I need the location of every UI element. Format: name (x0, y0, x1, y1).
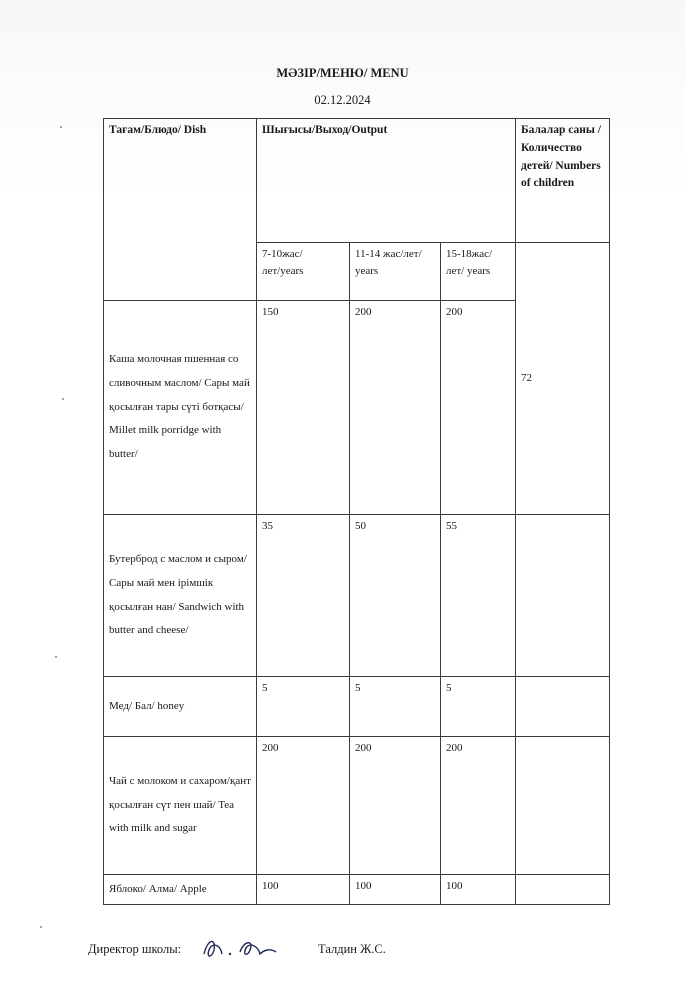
children-count: 72 (516, 243, 610, 515)
table-row (104, 737, 610, 875)
director-name: Талдин Ж.С. (318, 942, 386, 956)
menu-title: МӘЗІР/МЕНЮ/ MENU (276, 66, 409, 80)
header-children: Балалар саны /Количество детей/ Numbers of children (516, 119, 610, 243)
table-row (104, 515, 610, 677)
output-value: 100 (441, 875, 516, 905)
output-value: 200 (441, 301, 516, 515)
age-group-15-18: 15-18жас/лет/ years (441, 243, 516, 301)
signature-line (88, 940, 608, 966)
scan-speck (62, 398, 64, 400)
age-group-11-14: 11-14 жас/лет/ years (350, 243, 441, 301)
header-output: Шығысы/Выход/Output (257, 119, 516, 243)
output-value: 50 (350, 515, 441, 677)
output-value: 55 (441, 515, 516, 677)
dish-name: Яблоко/ Алма/ Apple (104, 875, 257, 905)
scan-speck (40, 926, 42, 928)
output-value: 200 (350, 737, 441, 875)
dish-name: Каша молочная пшенная со сливочным маслом/ Сары май қосылған тары сүті ботқасы/ Millet milk porridge with butter/ (104, 301, 257, 515)
children-cell (516, 737, 610, 875)
director-label: Директор школы: (88, 942, 182, 956)
output-value: 200 (441, 737, 516, 875)
header-dish: Тағам/Блюдо/ Dish (104, 119, 257, 301)
dish-name: Мед/ Бал/ honey (104, 677, 257, 737)
signature-icon (200, 932, 280, 964)
output-value: 5 (441, 677, 516, 737)
children-cell (516, 515, 610, 677)
dish-name: Чай с молоком и сахаром/қант қосылған сүт пен шай/ Tea with milk and sugar (104, 737, 257, 875)
output-value: 5 (257, 677, 350, 737)
output-value: 200 (350, 301, 441, 515)
output-value: 100 (350, 875, 441, 905)
output-value: 200 (257, 737, 350, 875)
table-row (104, 677, 610, 737)
output-value: 100 (257, 875, 350, 905)
dish-name: Бутерброд с маслом и сыром/ Сары май мен ірімшік қосылған нан/ Sandwich with butter and cheese/ (104, 515, 257, 677)
children-cell (516, 677, 610, 737)
age-group-7-10: 7-10жас/лет/years (257, 243, 350, 301)
menu-table (103, 118, 610, 905)
output-value: 150 (257, 301, 350, 515)
output-value: 35 (257, 515, 350, 677)
output-value: 5 (350, 677, 441, 737)
scan-speck (60, 126, 62, 128)
table-row (104, 875, 610, 905)
menu-date: 02.12.2024 (314, 93, 371, 107)
scan-speck (55, 656, 57, 658)
children-cell (516, 875, 610, 905)
